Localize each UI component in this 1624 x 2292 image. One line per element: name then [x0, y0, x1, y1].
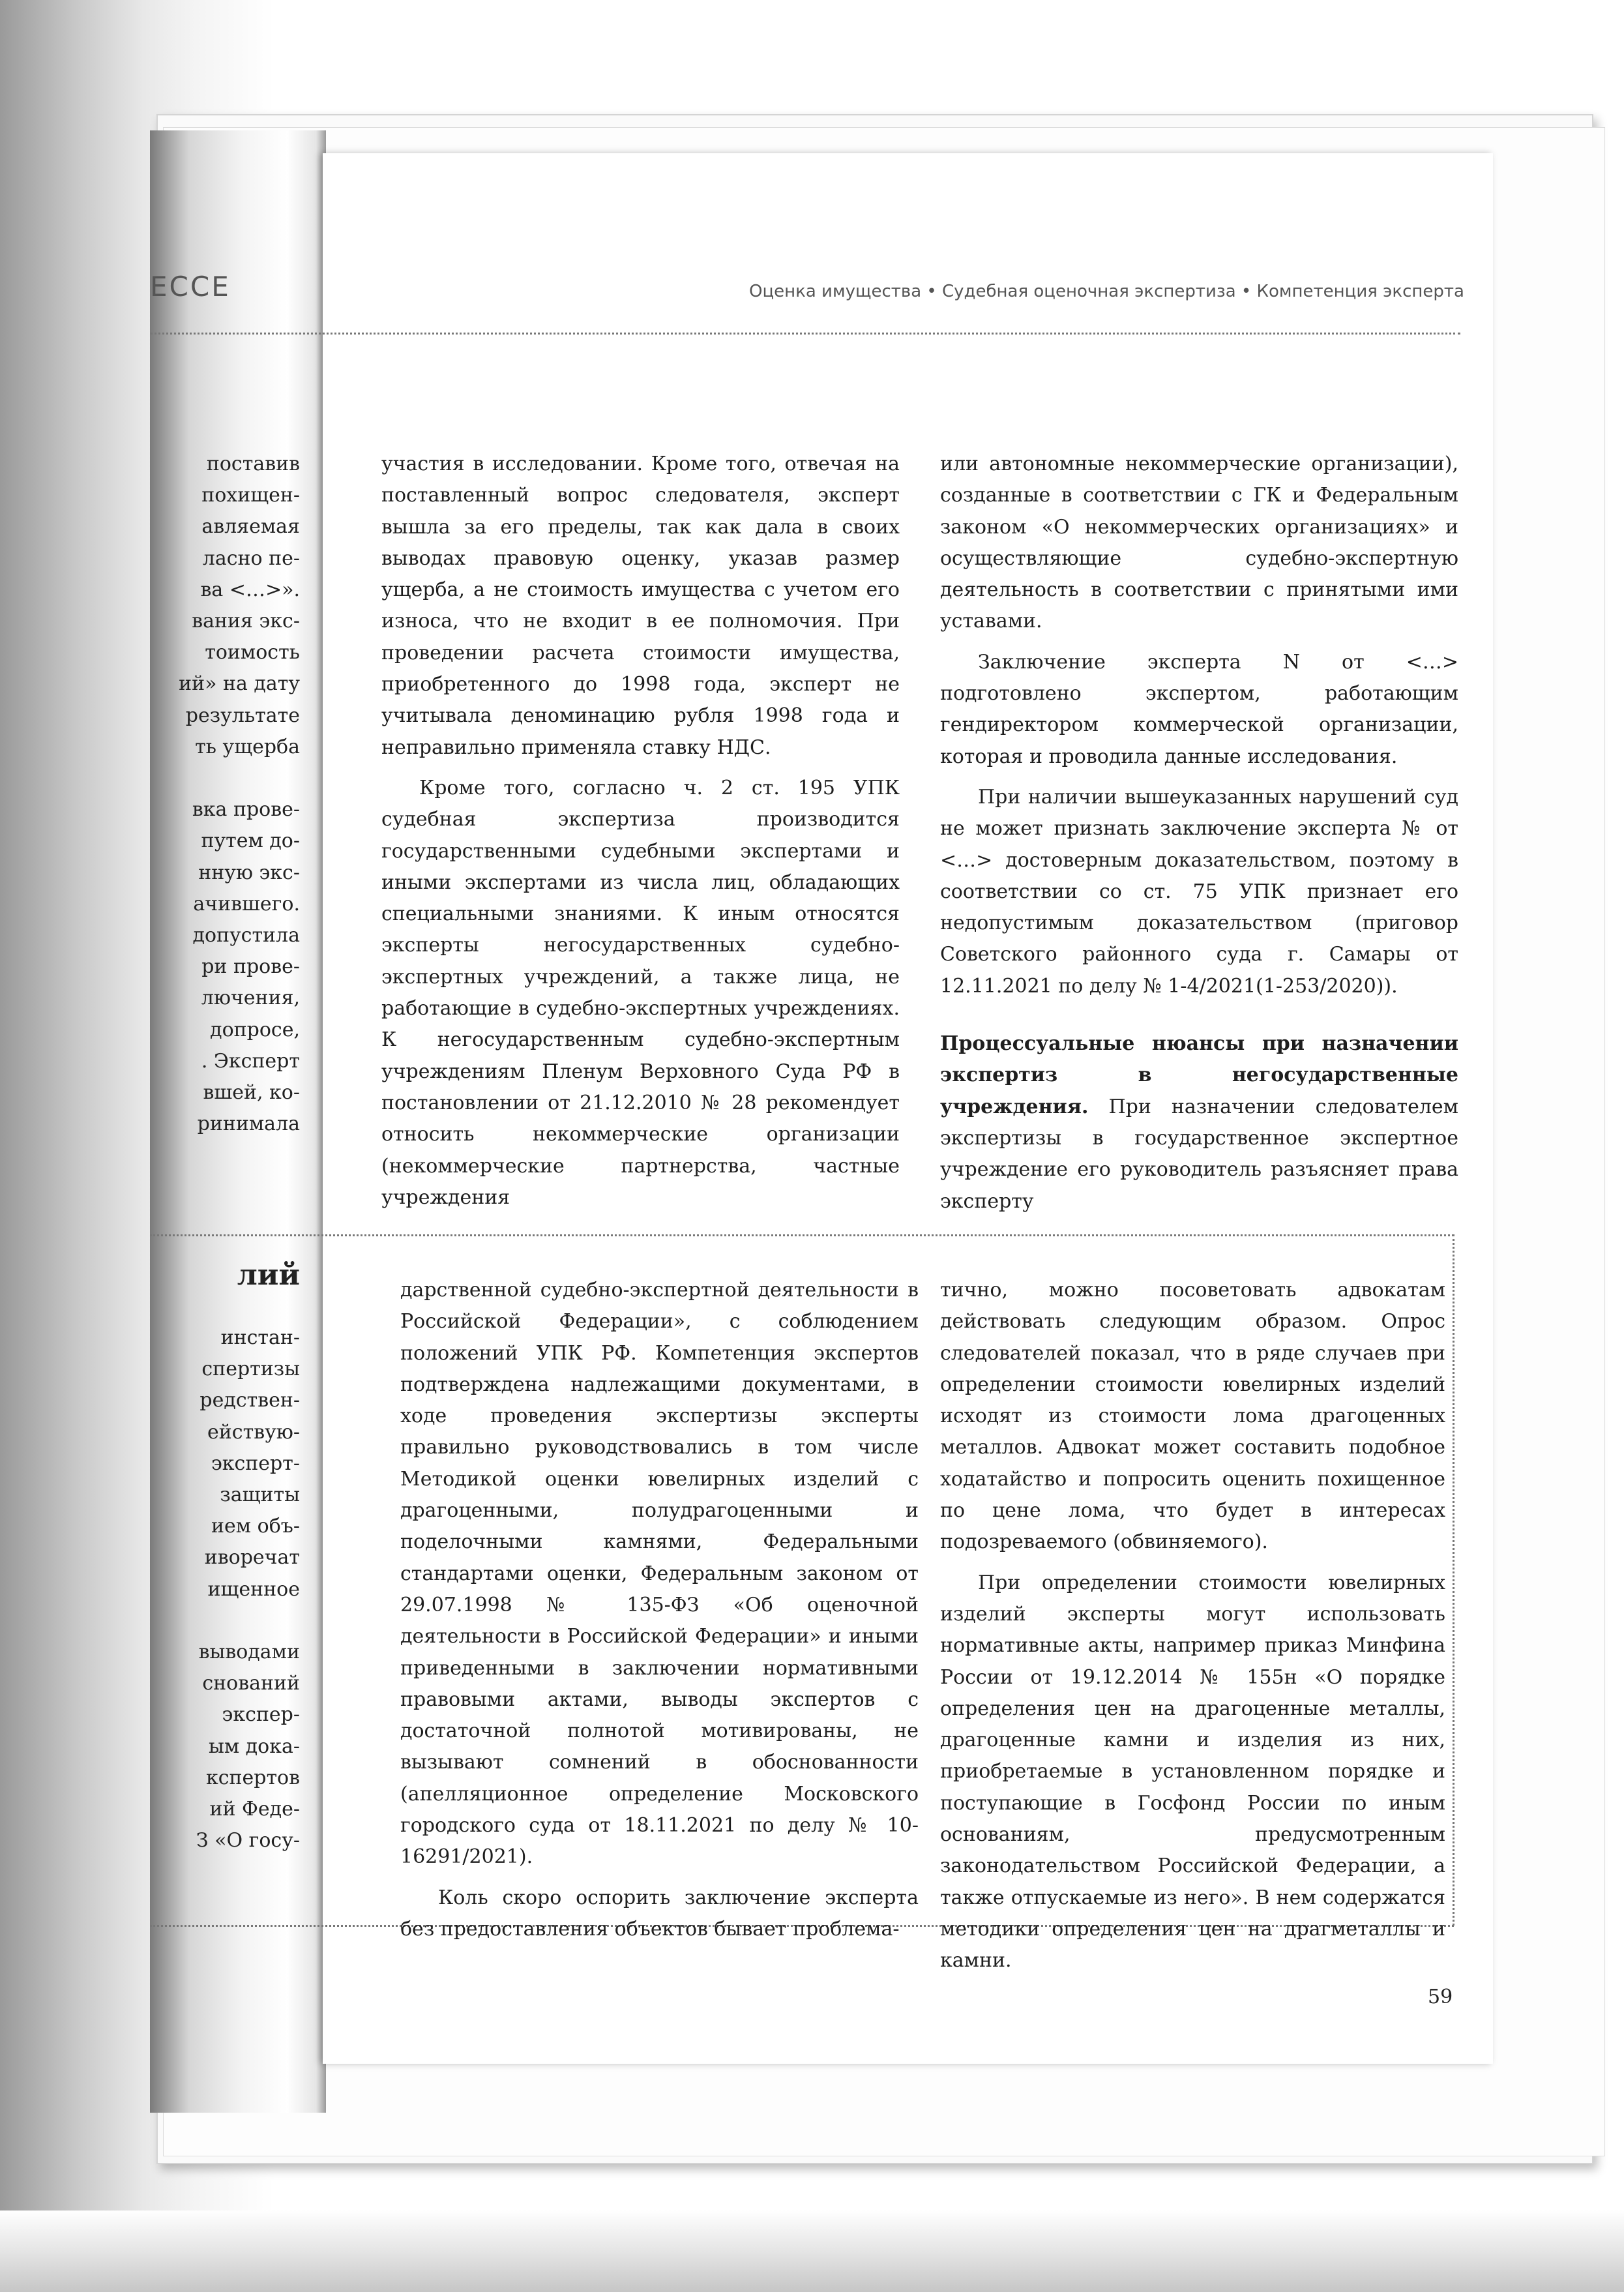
left-line: кспертов — [205, 1766, 300, 1789]
left-line: иворечат — [204, 1546, 300, 1570]
left-line: выводами — [198, 1641, 300, 1664]
left-line: редствен- — [199, 1389, 300, 1412]
left-page-column-lower — [156, 1322, 300, 1856]
bottom-shadow — [0, 2210, 1624, 2292]
paragraph: Кроме того, согласно ч. 2 ст. 195 УПК судебная экспертиза производится государственными судебными экспертами и иными экспертами из числа лиц, обладающих специальными знаниями. К иным относятся эксперты негосударственных судебно-экспертных учреждений, а также лица, не работающие в судебно-экспертных учреждениях. К негосударственным судебно-экспертным учреждениям Пленум Верховного Суда РФ в постановлении от 21.12.2010 № 28 рекомендует относить некоммерческие организации (некоммерческие партнерства, частные учреждения — [381, 776, 900, 1209]
left-page-header-fragment: ЕССЕ — [150, 271, 231, 303]
left-line: защиты — [220, 1483, 300, 1507]
left-line: ва <…>». — [200, 578, 300, 601]
left-line: ласно пе- — [202, 546, 300, 570]
box-dotted-top — [150, 1234, 1454, 1236]
left-line: лючения, — [201, 987, 300, 1010]
column-3 — [400, 1275, 919, 1945]
section-paragraph — [940, 1028, 1458, 1217]
column-2 — [940, 449, 1458, 1217]
left-line: ий Феде- — [209, 1798, 300, 1821]
left-line: похищен- — [201, 484, 300, 507]
left-line: инстан- — [220, 1326, 300, 1349]
left-line: вания экс- — [192, 610, 300, 633]
paragraph: Заключение эксперта N от <…> подготовлено экспертом, работающим гендиректором коммерческой организации, которая и проводила данные исследования. — [940, 650, 1458, 768]
section-heading: Процессуальные нюансы при назначении экспертиз в негосударственные учреждения. — [940, 1032, 1458, 1118]
left-line: ием объ- — [211, 1515, 300, 1538]
left-line: поставив — [206, 453, 300, 475]
left-line: допросе, — [210, 1018, 300, 1041]
left-line: путем до- — [201, 829, 300, 853]
left-line: З «О госу- — [196, 1829, 300, 1853]
left-line: ачившего. — [193, 892, 300, 915]
header-dotted-rule — [150, 333, 1460, 335]
paragraph: Коль скоро оспорить заключение эксперта без предоставления объектов бывает проблема- — [400, 1886, 919, 1941]
box-dotted-right — [1453, 1234, 1454, 1926]
left-line: ий» на дату — [179, 672, 300, 696]
left-line-gap — [156, 763, 300, 794]
left-line: ри прове- — [201, 955, 300, 979]
left-line: снований — [202, 1672, 300, 1695]
section-text: При назначении следователем экспертизы в государственное экспертное учреждение его руководитель разъясняет права эксперту — [940, 1095, 1458, 1213]
left-line: допустила — [192, 924, 300, 947]
left-line: . Эксперт — [201, 1049, 300, 1073]
left-line: результате — [185, 704, 300, 727]
left-line: авляемая — [201, 515, 300, 539]
left-page-column-upper — [156, 449, 300, 1140]
left-line: ринимала — [197, 1112, 300, 1136]
left-line: ым дока- — [208, 1734, 300, 1758]
left-page-heading-fragment: лий — [237, 1258, 300, 1292]
left-line: ействую- — [207, 1420, 300, 1444]
left-line: эксперт- — [211, 1451, 300, 1475]
paragraph: участия в исследовании. Кроме того, отвечая на поставленный вопрос следователя, эксперт вышла за его пределы, так как дала в своих выводах правовую оценку, указав размер ущерба, а не стоимость имущества с учетом его износа, что не входит в ее полномочия. При проведении расчета стоимости имущества, приобретенного до 1998 года, эксперт не учитывала деноминацию рубля 1998 года и неправильно применяла ставку НДС. — [381, 453, 900, 759]
left-line: спертизы — [201, 1358, 300, 1381]
paragraph: тично, можно посоветовать адвокатам действовать следующим образом. Опрос следователей показал, что в ряде случаев при определении стоимости ювелирных изделий исходят из стоимости лома драгоценных металлов. Адвокат может составить подобное ходатайство и попросить оценить похищенное по цене лома, что будет в интересах подозреваемого (обвиняемого). — [940, 1279, 1445, 1554]
left-line-gap — [156, 1605, 300, 1637]
page-number: 59 — [1428, 1986, 1453, 2008]
paragraph: дарственной судебно-экспертной деятельности в Российской Федерации», с соблюдением положений УПК РФ. Компетенция экспертов подтверждена надлежащими документами, в ходе проведения экспертизы эксперты правильно руководствовались в том числе Методикой оценки ювелирных изделий с драгоценными, полудрагоценными и поделочными камнями, Федеральными стандартами оценки, Федеральным законом от 29.07.1998 № 135-ФЗ «Об оценочной деятельности в Российской Федерации» и иными приведенными в заключении нормативными правовыми актами, выводы экспертов с достаточной полнотой мотивированы, не вызывают сомнений в обоснованности (апелляционное определение Московского городского суда от 18.11.2021 по делу № 10-16291/2021). — [400, 1279, 919, 1869]
paragraph: При наличии вышеуказанных нарушений суд не может признать заключение эксперта № от <…> достоверным доказательством, поэтому в соответствии со ст. 75 УПК признает его недопустимым доказательством (приговор Советского районного суда г. Самары от 12.11.2021 по делу № 1-4/2021(1-253/2020)). — [940, 785, 1458, 998]
left-line: ищенное — [207, 1577, 300, 1601]
column-4 — [940, 1275, 1445, 1977]
left-line: экспер- — [222, 1703, 300, 1727]
left-line: тоимость — [205, 641, 300, 664]
left-line: вшей, ко- — [203, 1081, 300, 1105]
paragraph: При определении стоимости ювелирных изделий эксперты могут использовать нормативные акты, например приказ Минфина России от 19.12.2014 № 155н «О порядке определения цен на драгоценные металлы, драгоценные камни и изделия из них, приобретаемые в установленном порядке и поступающие в Госфонд России по иным основаниям, предусмотренным законодательством Российской Федерации, а также отпускаемые из него». В нем содержатся методики определения цен на драгметаллы и камни. — [940, 1571, 1445, 1972]
left-line: ть ущерба — [195, 735, 300, 758]
running-head: Оценка имущества • Судебная оценочная экспертиза • Компетенция эксперта — [749, 282, 1464, 301]
paragraph: или автономные некоммерческие организации), созданные в соответствии с ГК и Федеральным законом «О некоммерческих организациях» и осуществляющие судебно-экспертную деятельность в соответствии с принятыми ими уставами. — [940, 453, 1458, 633]
column-1 — [381, 449, 900, 1213]
left-line: нную экс- — [198, 861, 300, 884]
left-line: вка прове- — [192, 798, 300, 822]
